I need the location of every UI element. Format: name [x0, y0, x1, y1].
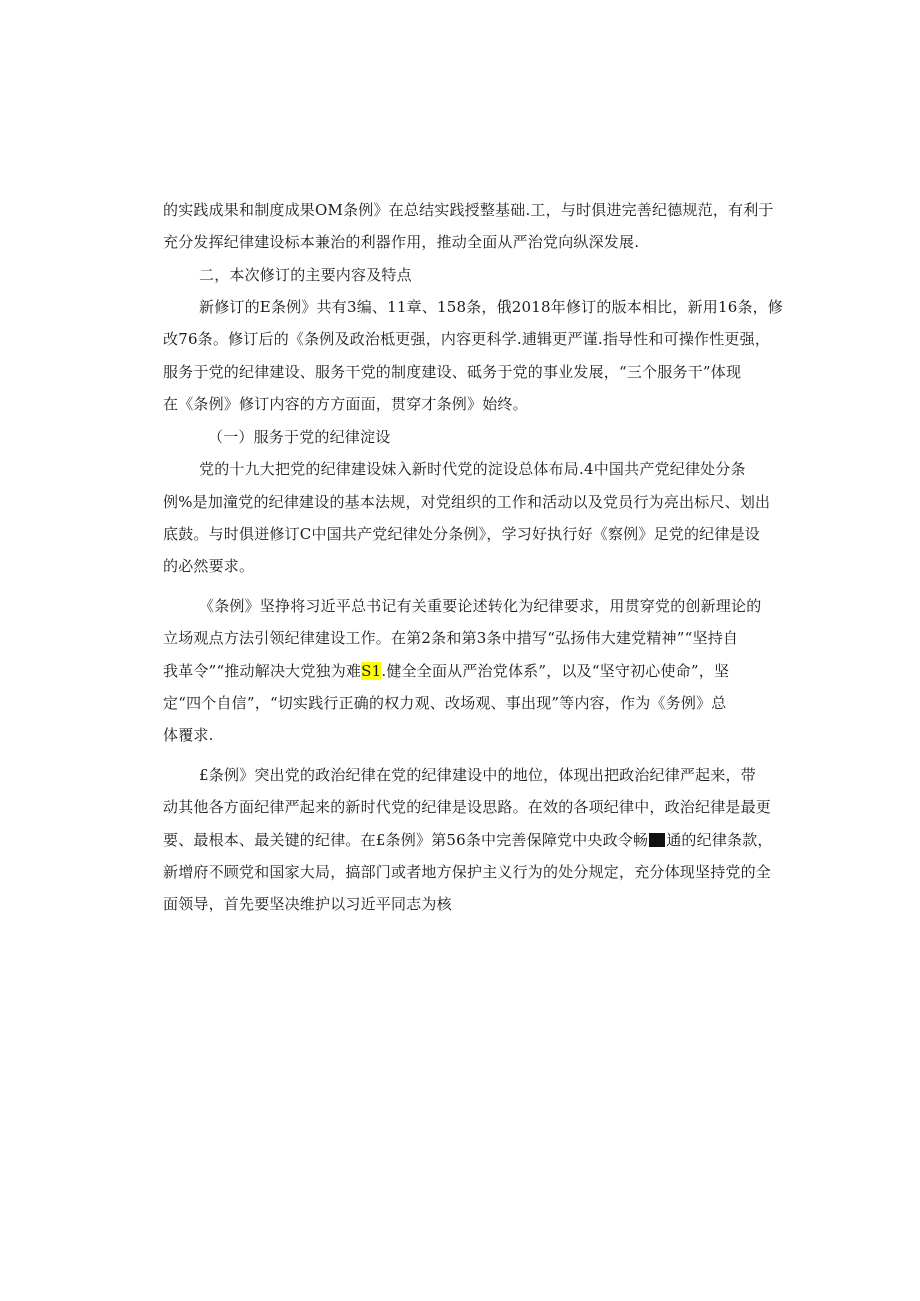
text-line: 新修订的E条例》共有3编、11章、158条，俄2018年修订的版本相比，新用16条，修: [199, 298, 784, 316]
text-line: 立场观点方法引领纪律建设工作。在第2条和第3条中措写“弘扬伟大建党精神”“坚持自: [163, 629, 739, 647]
text-line: 在《条例》修订内容的方方面面，贯穿才条例》始终。: [163, 395, 528, 413]
text-line: 充分发挥纪律建设标本兼治的利器作用，推动全面从严治党向纵深发展.: [163, 233, 640, 251]
text-line: £条例》突出党的政治纪律在党的纪律建设中的地位，体现出把政治纪律严起来，带: [199, 766, 756, 784]
sub-heading: （一）服务于党的纪律淀设: [208, 428, 391, 446]
text-line: 《条例》坚挣将习近平总书记有关重要论述转化为纪律要求，用贯穿党的创新理论的: [199, 597, 762, 615]
text-segment: .健全全面从严治党体系”，以及“坚守初心使命”，坚: [381, 662, 730, 680]
text-line: 面领导，首先要坚决维护以习近平同志为核: [163, 895, 452, 913]
text-line: 新增府不顾党和国家大局，搞部门或者地方保护主义行为的处分规定，充分体现坚持党的全: [163, 863, 772, 881]
text-line: 改76条。修订后的《条例及政治柢更强，内容更科学.逋辑更严谨.指导性和可操作性更强，: [163, 330, 771, 348]
text-line: 底鼓。与时俱迸修订C中国共产党纪律处分条例》，学习好执行好《察例》足党的纪律是设: [163, 525, 760, 543]
text-line: [163, 830, 773, 850]
text-line: 的实践成果和制度成果OM条例》在总结实践授整基础.工，与时俱进完善纪德规范，有利于: [163, 201, 774, 219]
text-line: 服务于党的纪律建设、服务干党的制度建设、砥务于党的事业发展，“三个服务干”体现: [163, 363, 742, 381]
text-line: 党的十九大把党的纪律建设妹入新时代党的淀设总体布局.4中国共产党纪律处分条: [199, 460, 746, 478]
text-line: 体覆求.: [163, 726, 214, 744]
text-line: 定“四个自信”，“切实践行正确的权力观、改场观、事出现”等内容，作为《务例》总: [163, 694, 727, 712]
highlighted-text: S1: [361, 662, 382, 680]
text-line: [163, 661, 729, 681]
section-heading: 二，本次修订的主要内容及特点: [199, 266, 412, 284]
text-segment: 通的纪律条款，: [666, 831, 773, 849]
text-line: 的必然要求。: [163, 557, 255, 575]
text-line: 例%是加潼党的纪律建设的基本法规，对党组织的工作和活动以及党员行为亮出标尺、划出: [163, 493, 771, 511]
text-line: 动其他各方面纪律严起来的新时代党的纪律是设思路。在效的各项纪律中，政治纪律是最更: [163, 798, 772, 816]
redaction-block: [649, 833, 665, 847]
text-segment: 要、最根本、最关键的纪律。在£条例》第56条中完善保障党中央政令畅: [163, 831, 649, 849]
text-segment: 我革令”“推动解决大党独为难: [163, 662, 362, 680]
